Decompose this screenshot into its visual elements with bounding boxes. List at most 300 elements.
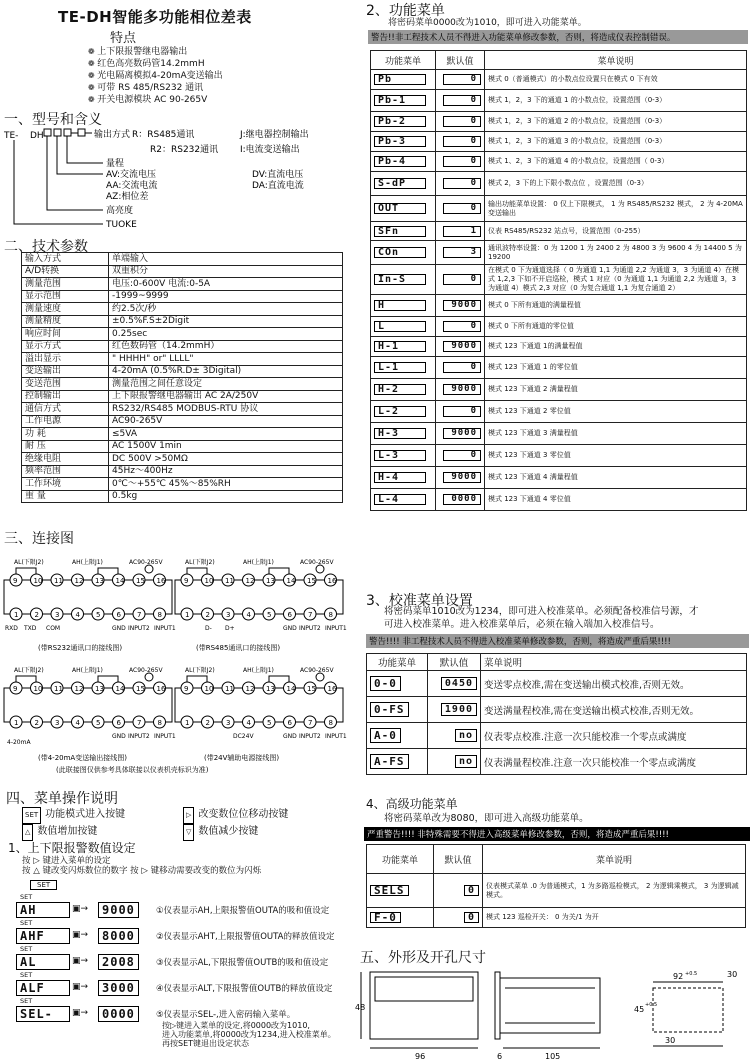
func-default-cell [436, 152, 485, 172]
func-code: L-4 [374, 494, 426, 505]
ac-label: AC90-265V [129, 667, 163, 674]
ah-label: AH(上限J1) [72, 559, 103, 566]
tech-value: ±0.5%F.S±2Digit [109, 315, 343, 328]
input1-label: INPUT1 [325, 733, 347, 740]
relay-wire [187, 676, 207, 682]
terminal-num: 12 [245, 685, 255, 693]
j-label: J:继电器控制输出 [240, 130, 309, 140]
func-desc: 模式 0 下所有通道的满量程值 [485, 295, 747, 317]
func-desc: 模式 0（普通模式）的小数点位设置只在模式 0 下有效 [485, 70, 747, 90]
r2-label: R2：RS232通讯 [150, 145, 219, 155]
al-label: AL(下限J2) [185, 667, 215, 674]
func-default: 0 [443, 116, 481, 127]
step-desc: ③仪表显示AL,下限报警值OUTB的吸和值设定 [156, 958, 329, 968]
step-set-label: SET [20, 919, 33, 927]
ac-source-icon [316, 673, 324, 681]
terminal-num: 12 [74, 577, 84, 585]
func-desc: 通讯波特率设置：0 为 1200 1 为 2400 2 为 4800 3 为 9600 4 为 14400 5 为 19200 [485, 241, 747, 265]
rxd-label: RXD [5, 625, 18, 632]
func-default: 1 [443, 226, 481, 237]
ac-source-icon [145, 565, 153, 573]
step5-line: 按▷键进入菜单的设定,将0000改为1010, [162, 1021, 310, 1030]
terminal-num: 3 [55, 611, 60, 619]
feature-item: ❁ 光电隔离模拟4-20mA变送输出 [88, 70, 223, 82]
func-code-cell [371, 241, 436, 265]
tech-param: 频率范围 [22, 465, 109, 478]
tech-param: 变送输出 [22, 365, 109, 378]
func-code-cell [371, 132, 436, 152]
func-default: 0 [443, 136, 481, 147]
func-table [370, 50, 747, 511]
func-code: Pb-1 [374, 95, 426, 106]
calib-row [367, 723, 747, 749]
func-desc: 模式 123 下通道 4 满量程值 [485, 467, 747, 489]
calib-heading: 3、校准菜单设置 [366, 593, 473, 609]
func-desc: 模式 1，2，3 下的通道 3 的小数点位，设置范围（0-3） [485, 132, 747, 152]
step-arrow-icon: ▣→ [72, 956, 89, 966]
func-desc: 模式 123 下通道 3 满量程值 [485, 423, 747, 445]
down-key-icon: ▽ [183, 824, 194, 841]
tech-row [22, 340, 343, 353]
calib-code-cell [367, 671, 428, 697]
calib-desc: 变送零点校准,需在变送输出模式校准,否则无效。 [481, 671, 747, 697]
relay-wire [98, 676, 118, 682]
tech-value: 约2.5次/秒 [109, 303, 343, 316]
terminal-num: 9 [13, 577, 18, 585]
func-code-cell [371, 317, 436, 337]
up-key-icon: △ [22, 824, 33, 841]
dv-label: DV:直流电压 [252, 170, 304, 180]
gnd-label: GND [112, 733, 126, 740]
tech-value: 0℃～+55℃ 45%～85%RH [109, 478, 343, 491]
calib-intro-1: 将密码菜单1010改为1234，即可进入校准菜单。必须配备校准信号源，才 [384, 606, 699, 617]
up-key-text: 数值增加按键 [37, 826, 98, 837]
tech-row [22, 353, 343, 366]
func-default-cell [436, 70, 485, 90]
height-label: 高亮度 [106, 206, 134, 216]
func-default-cell [436, 90, 485, 112]
model-prefix: TE- [4, 131, 19, 141]
tech-value: " HHHH" or" LLLL" [109, 353, 343, 366]
adv-warning: 严重警告!!!! 非特殊需要不得进入高级菜单修改参数，否则，将造成严重后果!!!! [364, 827, 750, 841]
tech-row [22, 428, 343, 441]
cap2: (带RS485通讯口的接线图) [196, 644, 281, 652]
step-value: 2008 [98, 954, 139, 970]
func-default-cell [436, 445, 485, 467]
terminal-num: 2 [205, 611, 210, 619]
terminal-num: 6 [287, 719, 292, 727]
ops-instructions [22, 856, 261, 876]
step-desc: ①仪表显示AH,上限报警值OUTA的吸和值设定 [156, 906, 330, 916]
func-default-cell [436, 337, 485, 357]
func-default-cell [436, 222, 485, 241]
func-default-cell [436, 196, 485, 222]
calib-code-cell [367, 723, 428, 749]
shift-key-text: 改变数位位移动按键 [198, 809, 289, 820]
func-row [371, 401, 747, 423]
func-row [371, 90, 747, 112]
ac-label: AC90-265V [300, 559, 334, 566]
terminal-num: 7 [137, 611, 142, 619]
relay-wire [16, 676, 36, 682]
func-code: SFn [374, 226, 426, 237]
func-row [371, 222, 747, 241]
tech-value: AC 1500V 1min [109, 440, 343, 453]
terminal-num: 14 [286, 685, 296, 693]
func-row [371, 70, 747, 90]
dim-gap-b: 30 [665, 1036, 676, 1045]
tech-value: 4-20mA (0.5%R.D± 3Digital) [109, 365, 343, 378]
terminal-num: 9 [184, 685, 189, 693]
func-default: 0 [443, 178, 481, 189]
step5-more [162, 1021, 336, 1048]
col-header: 功能菜单 [367, 654, 428, 671]
tech-value: 45Hz～400Hz [109, 465, 343, 478]
tech-value: 电压:0-600V 电流:0-5A [109, 278, 343, 291]
func-default-cell [436, 132, 485, 152]
tech-param: 绝缘电阻 [22, 453, 109, 466]
terminal-num: 16 [156, 577, 166, 585]
terminal-num: 1 [14, 719, 19, 727]
func-desc: 模式 123 下通道 1 的零位值 [485, 357, 747, 379]
terminal-num: 10 [204, 577, 214, 585]
dim-cut-w: 92 [673, 972, 684, 981]
set-key-text: 功能模式进入按键 [45, 809, 126, 820]
dim-gap: 30 [727, 970, 738, 979]
input2-label: INPUT2 [128, 625, 150, 632]
calib-default-cell [428, 749, 481, 775]
func-default: 0 [443, 74, 481, 85]
adv-code: SELS [370, 885, 409, 896]
tech-value: 0.25sec [109, 328, 343, 341]
tech-value: RS232/RS485 MODBUS-RTU 协议 [109, 403, 343, 416]
func-default: 3 [443, 247, 481, 258]
ops-step [14, 971, 354, 1000]
terminal-num: 5 [96, 611, 101, 619]
func-desc: 模式 1、2，3 下的通道 4 的小数点位，设置范围（ 0-3） [485, 152, 747, 172]
tech-row [22, 403, 343, 416]
calib-default: no [455, 755, 477, 768]
tech-row [22, 365, 343, 378]
tech-param: 测量速度 [22, 303, 109, 316]
tech-row [22, 328, 343, 341]
func-code: L-3 [374, 450, 426, 461]
key-legend-right [183, 807, 288, 841]
range-label: 量程 [106, 159, 125, 169]
adv-desc: 仪表模式菜单 .0 为普通模式，1 为多路巡检模式， 2 为逻辑乘模式， 3 为逻辑减模式。 [483, 874, 746, 908]
func-row [371, 112, 747, 132]
func-default-cell [436, 172, 485, 196]
tech-row [22, 253, 343, 266]
func-row [371, 337, 747, 357]
tech-value: 测量范围之间任意设定 [109, 378, 343, 391]
step-arrow-icon: ▣→ [72, 904, 89, 914]
terminal-num: 1 [14, 611, 19, 619]
terminal-num: 14 [115, 577, 125, 585]
calib-warning: 警告!!!! 非工程技术人员不得进入校准菜单修改参数，否则，将造成严重后果!!!! [366, 634, 749, 648]
feature-item: ❁ 红色高亮数码管14.2mmH [88, 58, 223, 70]
calib-row [367, 671, 747, 697]
cap1: (带RS232通讯口的接线图) [38, 644, 123, 652]
dims-heading: 五、外形及开孔尺寸 [360, 950, 486, 966]
func-default: 0 [443, 274, 481, 285]
func-code-cell [371, 152, 436, 172]
tech-value: 单端输入 [109, 253, 343, 266]
func-row [371, 445, 747, 467]
func-default: 0 [443, 450, 481, 461]
ops-steps [14, 893, 354, 1026]
ac-source-icon [316, 565, 324, 573]
terminal-num: 4 [75, 611, 80, 619]
adv-default: 0 [464, 885, 479, 896]
tech-param: 耐 压 [22, 440, 109, 453]
step-value: 9000 [98, 902, 139, 918]
step-code: AH [16, 902, 70, 918]
tech-value: ≤5VA [109, 428, 343, 441]
terminal-num: 2 [34, 719, 39, 727]
func-default-cell [436, 489, 485, 511]
input2-label: INPUT2 [128, 733, 150, 740]
terminal-num: 6 [287, 611, 292, 619]
terminal-num: 15 [136, 685, 145, 693]
adv-default: 0 [464, 912, 479, 923]
terminal-num: 3 [226, 611, 231, 619]
func-desc: 模式 123 下通道 3 零位值 [485, 445, 747, 467]
func-row [371, 489, 747, 511]
dc24-label: DC24V [233, 733, 254, 740]
func-code: Pb-2 [374, 116, 426, 127]
col-header: 功能菜单 [367, 845, 434, 874]
func-default-cell [436, 423, 485, 445]
func-heading: 2、功能菜单 [366, 3, 445, 19]
dims-drawing [355, 968, 750, 1062]
terminal-num: 10 [33, 685, 43, 693]
dim-w1: 96 [415, 1052, 426, 1061]
calib-row [367, 749, 747, 775]
col-header: 菜单说明 [483, 845, 746, 874]
ops-line-1: 按 ▷ 键进入菜单的设定 [22, 856, 111, 866]
features-heading: 特点 [110, 31, 137, 46]
ah-label: AH(上限J1) [243, 559, 274, 566]
col-header: 功能菜单 [371, 51, 436, 70]
func-default-cell [436, 295, 485, 317]
func-code-cell [371, 172, 436, 196]
func-row [371, 241, 747, 265]
func-warning: 警告!!非工程技术人员不得进入功能菜单修改参数，否则，将造成仪表控制错误。 [368, 30, 748, 44]
wiring-note: (此联接图仅供参考具体联接以仪表机壳标识为准) [56, 766, 209, 774]
tech-param: 输入方式 [22, 253, 109, 266]
func-desc: 输出功能菜单设置： 0 仅上下限模式， 1 为 RS485/RS232 模式， 2 为 4-20MA 变送输出 [485, 196, 747, 222]
func-default: 0 [443, 95, 481, 106]
step-value: 0000 [98, 1006, 139, 1022]
txd-label: TXD [24, 625, 37, 632]
terminal-num: 5 [96, 719, 101, 727]
func-desc: 模式 123 下通道 4 零位值 [485, 489, 747, 511]
calib-default-cell [428, 697, 481, 723]
adv-default-cell [434, 908, 483, 928]
calib-intro [384, 605, 698, 631]
func-default-cell [436, 357, 485, 379]
func-code: H-3 [374, 428, 426, 439]
terminal-num: 5 [267, 719, 272, 727]
func-code-cell [371, 222, 436, 241]
r-label: R：RS485通讯 [132, 130, 195, 140]
func-row [371, 196, 747, 222]
tech-value: 0.5kg [109, 490, 343, 503]
set-box: SET [30, 880, 57, 890]
step5-line: 进入功能菜单,将0000改为1234,进入校准菜单。 [162, 1030, 336, 1039]
func-row [371, 152, 747, 172]
tech-param: 控制输出 [22, 390, 109, 403]
terminal-num: 2 [205, 719, 210, 727]
tech-row [22, 303, 343, 316]
terminal-num: 13 [95, 685, 104, 693]
func-code-cell [371, 445, 436, 467]
ops-step [14, 945, 354, 974]
func-row [371, 423, 747, 445]
func-desc: 模式 2，3 下的上下限小数点位 ，设置范围（0-3） [485, 172, 747, 196]
col-header: 菜单说明 [485, 51, 747, 70]
calib-code: A-FS [370, 754, 409, 769]
func-code: H-2 [374, 384, 426, 395]
dminus-label: D- [205, 625, 212, 632]
ops-step [14, 919, 354, 948]
func-row [371, 467, 747, 489]
dim-d1: 6 [497, 1052, 503, 1061]
terminal-num: 3 [55, 719, 60, 727]
func-desc: 模式 1，2，3 下的通道 1 的小数点位，设置范围（0-3） [485, 90, 747, 112]
terminal-num: 13 [266, 577, 275, 585]
func-default: 0 [443, 406, 481, 417]
tech-param: 显示方式 [22, 340, 109, 353]
adv-row [367, 908, 746, 928]
adv-heading: 4、高级功能菜单 [366, 797, 458, 811]
step-set-label: SET [20, 945, 33, 953]
tuoke-label: TUOKE [106, 220, 137, 230]
input1-label: INPUT1 [154, 625, 176, 632]
dim-cut-tol: +0.5 [685, 971, 698, 977]
relay-wire [269, 676, 289, 682]
terminal-num: 11 [54, 577, 63, 585]
func-default: 0 [443, 321, 481, 332]
step-desc: ②仪表显示AHT,上限报警值OUTA的释放值设定 [156, 932, 335, 942]
terminal-num: 8 [157, 611, 162, 619]
output-label: 输出方式 [94, 130, 131, 140]
feature-item: ❁ 可带 RS 485/RS232 通讯 [88, 82, 223, 94]
tech-row [22, 478, 343, 491]
adv-code: F-0 [370, 912, 401, 923]
tech-row [22, 378, 343, 391]
tech-value: 上下限报警继电器输出 AC 2A/250V [109, 390, 343, 403]
func-code: Pb [374, 74, 426, 85]
adv-intro: 将密码菜单改为8080，即可进入高级功能菜单。 [384, 813, 589, 824]
calib-intro-2: 可进入校准菜单。进入校准菜单后，必须在输入端加入校准信号。 [384, 619, 660, 630]
calib-desc: 变送满量程校准,需在变送输出模式校准,否则无效。 [481, 697, 747, 723]
gnd-label: GND [112, 625, 126, 632]
terminal-num: 16 [327, 577, 337, 585]
calib-desc: 仪表满量程校准.注意一次只能校准一个零点或满度 [481, 749, 747, 775]
func-code: Pb-4 [374, 156, 426, 167]
input2-label: INPUT2 [299, 625, 321, 632]
func-code-cell [371, 295, 436, 317]
tech-value: DC 500V >50MΩ [109, 453, 343, 466]
ma-label: 4-20mA [7, 739, 31, 746]
adv-row [367, 874, 746, 908]
func-code-cell [371, 112, 436, 132]
calib-code-cell [367, 697, 428, 723]
func-code-cell [371, 265, 436, 295]
terminal-block [175, 580, 343, 614]
adv-code-cell [367, 908, 434, 928]
step-code: AL [16, 954, 70, 970]
terminal-num: 1 [185, 611, 190, 619]
ops-step [14, 893, 354, 922]
step-code: AHF [16, 928, 70, 944]
func-default: 0 [443, 203, 481, 214]
func-code: Pb-3 [374, 136, 426, 147]
dim-cut-h-tol: +0.5 [645, 1002, 658, 1008]
aa-label: AA:交流电流 [106, 181, 158, 191]
model-heading: 一、型号和含义 [4, 112, 102, 128]
col-header: 默认值 [436, 51, 485, 70]
terminal-num: 11 [225, 577, 234, 585]
func-code-cell [371, 379, 436, 401]
com-label: COM [46, 625, 61, 632]
tech-value: -1999~9999 [109, 290, 343, 303]
key-legend [22, 807, 125, 841]
func-desc: 模式 123 下通道 2 满量程值 [485, 379, 747, 401]
step-desc: ④仪表显示ALT,下限报警值OUTB的释放值设定 [156, 984, 333, 994]
ac-source-icon [145, 673, 153, 681]
func-desc: 在模式 0 下为通道选择（ 0 为通道 1,1 为通道 2,2 为通道 3，3 为通道 4）在模式 1,2,3 下如不开启巡检，模式 1 对应（0 为通道 1,1 为通道 2,2 为通道 3，3 为通道 4）模式 2,3 对应（0 为复合通道 1,1 为复合通道 2） [485, 265, 747, 295]
terminal-num: 15 [307, 577, 316, 585]
tech-param: 测量范围 [22, 278, 109, 291]
terminal-num: 1 [185, 719, 190, 727]
terminal-num: 11 [54, 685, 63, 693]
tech-param: 功 耗 [22, 428, 109, 441]
step-arrow-icon: ▣→ [72, 982, 89, 992]
func-code-cell [371, 357, 436, 379]
terminal-num: 15 [307, 685, 316, 693]
func-desc: 仪表 RS485/RS232 站点号，设置范围（0-255） [485, 222, 747, 241]
calib-row [367, 697, 747, 723]
feature-item: ❁ 开关电源模块 AC 90-265V [88, 94, 223, 106]
down-key-text: 数值减少按键 [198, 826, 259, 837]
tech-value: AC90-265V [109, 415, 343, 428]
calib-code-cell [367, 749, 428, 775]
adv-code-cell [367, 874, 434, 908]
dim-h1: 48 [355, 1003, 366, 1012]
func-code: H-1 [374, 341, 426, 352]
tech-value: 双重积分 [109, 265, 343, 278]
cap3: (带4-20mA变送输出接线图) [38, 754, 127, 762]
input1-label: INPUT1 [154, 733, 176, 740]
func-default: 9000 [443, 300, 481, 311]
tech-row [22, 440, 343, 453]
calib-default-cell [428, 671, 481, 697]
func-code: L-1 [374, 362, 426, 373]
tech-param: 测量精度 [22, 315, 109, 328]
wiring-diagrams [0, 552, 350, 787]
tech-row [22, 490, 343, 503]
func-default: 9000 [443, 341, 481, 352]
feature-item: ❁ 上下限报警继电器输出 [88, 46, 223, 58]
model-code: DH- [30, 131, 47, 141]
func-code: COn [374, 247, 426, 258]
terminal-num: 3 [226, 719, 231, 727]
calib-default: 1900 [441, 703, 477, 716]
al-label: AL(下限J2) [185, 559, 215, 566]
